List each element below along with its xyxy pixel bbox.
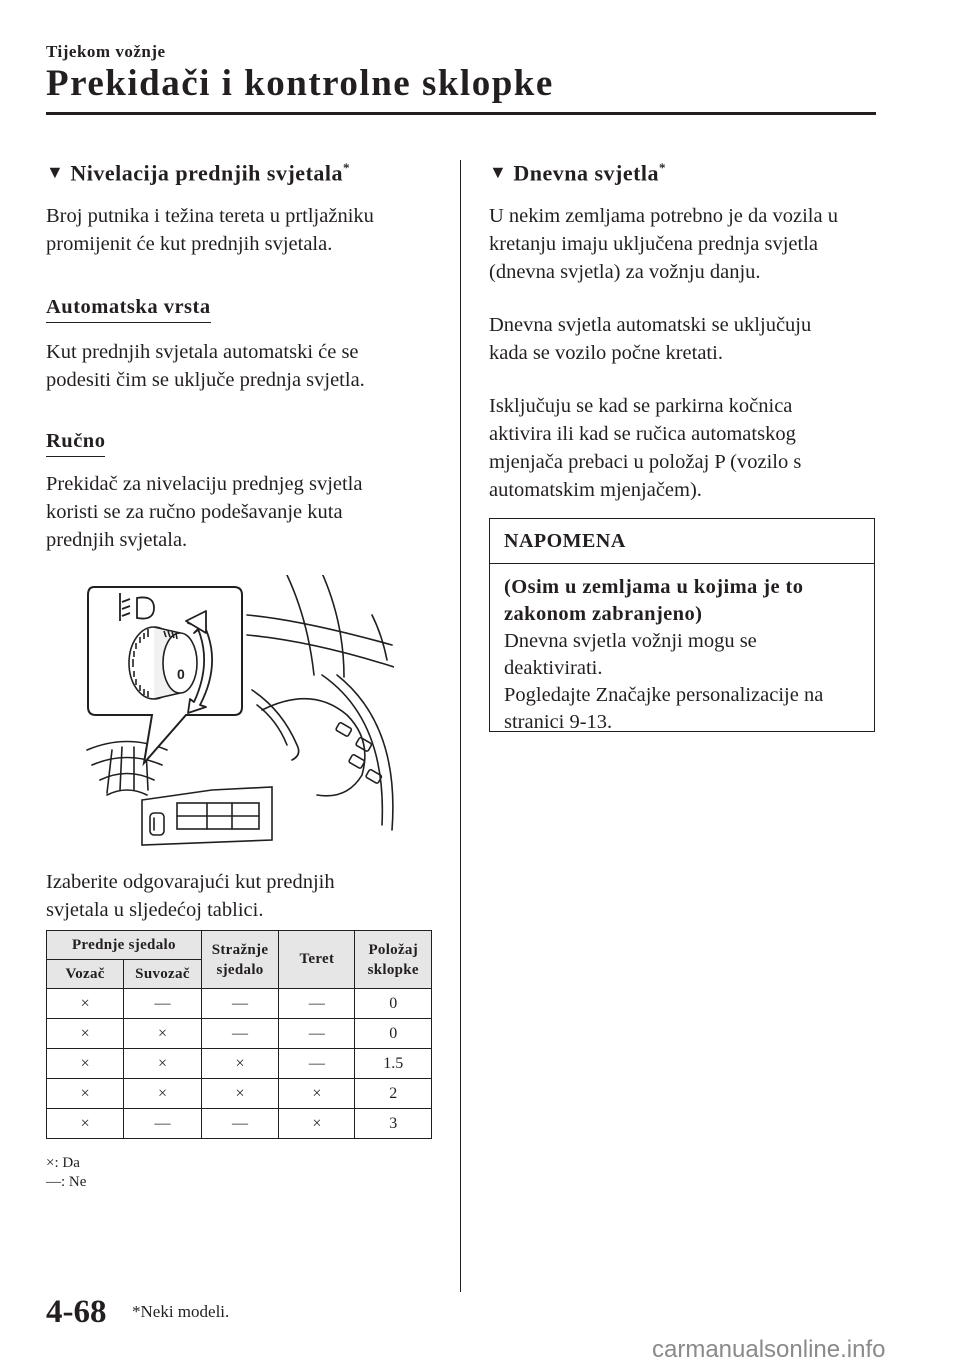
text-line: kada se vozilo počne kretati. xyxy=(489,342,723,364)
footnote: *Neki modeli. xyxy=(132,1302,230,1321)
heading-text: Dnevna svjetla xyxy=(513,160,660,186)
daytime-paragraph-3 xyxy=(489,392,801,504)
note-title: NAPOMENA xyxy=(490,519,874,564)
text-line: Prekidač za nivelaciju prednjeg svjetla xyxy=(46,473,363,495)
table-cell: — xyxy=(124,989,202,1019)
legend-no: —: Ne xyxy=(46,1174,87,1190)
header-line: Položaj xyxy=(368,941,419,958)
select-angle-paragraph xyxy=(46,868,335,924)
table-cell: × xyxy=(279,1109,355,1139)
table-cell: — xyxy=(124,1109,202,1139)
table-cell: — xyxy=(201,1109,279,1139)
text-line: kretanju imaju uključena prednja svjetla xyxy=(489,233,819,255)
table-row xyxy=(47,989,432,1019)
header-line: sjedalo xyxy=(216,961,264,978)
title-rule xyxy=(46,112,876,115)
table-cell: × xyxy=(47,989,124,1019)
note-text-line: deaktivirati. xyxy=(504,657,603,679)
table-cell: 3 xyxy=(355,1109,432,1139)
note-condition-line: (Osim u zemljama u kojima je to xyxy=(504,576,804,598)
automatic-paragraph xyxy=(46,338,365,394)
table-cell: × xyxy=(47,1079,124,1109)
heading-text: Nivelacija prednjih svjetala xyxy=(70,160,344,186)
column-divider xyxy=(460,160,461,1292)
triangle-bullet-icon: ▼ xyxy=(489,162,508,183)
text-line: koristi se za ručno podešavanje kuta xyxy=(46,501,343,523)
header-front-seat: Prednje sjedalo xyxy=(47,931,202,960)
heading-headlight-leveling xyxy=(46,160,350,186)
table-cell: × xyxy=(47,1109,124,1139)
subheading-automatic: Automatska vrsta xyxy=(46,296,211,323)
text-line: Isključuju se kad se parkirna kočnica xyxy=(489,395,793,417)
note-body xyxy=(490,564,874,736)
note-box xyxy=(489,518,875,732)
header-load: Teret xyxy=(279,931,355,989)
daytime-paragraph-1 xyxy=(489,202,838,286)
header-line: Stražnje xyxy=(211,941,269,958)
text-line: promijenit će kut prednjih svjetala. xyxy=(46,233,333,255)
table-cell: × xyxy=(279,1079,355,1109)
note-text-line: Pogledajte Značajke personalizacije na xyxy=(504,684,824,706)
text-line: aktivira ili kad se ručica automatskog xyxy=(489,423,796,445)
table-cell: — xyxy=(201,989,279,1019)
table-cell: × xyxy=(124,1019,202,1049)
table-row xyxy=(47,1079,432,1109)
table-cell: × xyxy=(124,1049,202,1079)
table-cell: × xyxy=(201,1079,279,1109)
text-line: U nekim zemljama potrebno je da vozila u xyxy=(489,205,838,227)
table-cell: × xyxy=(47,1049,124,1079)
text-line: svjetala u sljedećoj tablici. xyxy=(46,899,264,921)
header-passenger: Suvozač xyxy=(124,960,202,989)
table-cell: × xyxy=(124,1079,202,1109)
section-label: Tijekom vožnje xyxy=(46,42,166,61)
text-line: Broj putnika i težina tereta u prtljažniku xyxy=(46,205,374,227)
table-row xyxy=(47,1109,432,1139)
header-switch-position xyxy=(355,931,432,989)
asterisk-marker: * xyxy=(659,160,667,175)
dial-zero-label: 0 xyxy=(177,666,185,682)
triangle-bullet-icon: ▼ xyxy=(46,162,65,183)
table-row xyxy=(47,1049,432,1079)
daytime-paragraph-2 xyxy=(489,311,811,367)
table-cell: — xyxy=(279,1019,355,1049)
watermark: carmanualsonline.info xyxy=(652,1336,886,1363)
text-line: Dnevna svjetla automatski se uključuju xyxy=(489,314,812,336)
header-driver: Vozač xyxy=(47,960,124,989)
text-line: mjenjača prebaci u položaj P (vozilo s xyxy=(489,451,802,473)
header-line: sklopke xyxy=(367,961,419,978)
subheading-manual: Ručno xyxy=(46,430,105,457)
text-line: prednjih svjetala. xyxy=(46,529,188,551)
table-cell: 2 xyxy=(355,1079,432,1109)
table-cell: — xyxy=(201,1019,279,1049)
table-cell: — xyxy=(279,989,355,1019)
table-legend xyxy=(46,1154,86,1192)
table-cell: × xyxy=(201,1049,279,1079)
table-cell: × xyxy=(47,1019,124,1049)
table-cell: 0 xyxy=(355,989,432,1019)
heading-daytime-lights xyxy=(489,160,666,186)
table-cell: 0 xyxy=(355,1019,432,1049)
page-title: Prekidači i kontrolne sklopke xyxy=(46,63,554,104)
leveling-position-table xyxy=(46,930,432,1139)
headlight-leveling-switch-illustration xyxy=(82,575,394,860)
page-number: 4-68 xyxy=(46,1294,107,1330)
text-line: podesiti čim se uključe prednja svjetla. xyxy=(46,369,365,391)
text-line: automatskim mjenjačem). xyxy=(489,479,702,501)
note-condition-line: zakonom zabranjeno) xyxy=(504,603,703,625)
manual-paragraph xyxy=(46,470,362,554)
legend-yes: ×: Da xyxy=(46,1155,80,1171)
text-line: Kut prednjih svjetala automatski će se xyxy=(46,341,359,363)
header-rear-seat xyxy=(201,931,279,989)
asterisk-marker: * xyxy=(343,160,351,175)
table-cell: 1.5 xyxy=(355,1049,432,1079)
intro-paragraph xyxy=(46,202,374,258)
text-line: Izaberite odgovarajući kut prednjih xyxy=(46,871,335,893)
table-row xyxy=(47,1019,432,1049)
text-line: (dnevna svjetla) za vožnju danju. xyxy=(489,261,761,283)
note-text-line: stranici 9-13. xyxy=(504,711,613,733)
note-text-line: Dnevna svjetla vožnji mogu se xyxy=(504,630,757,652)
table-cell: — xyxy=(279,1049,355,1079)
